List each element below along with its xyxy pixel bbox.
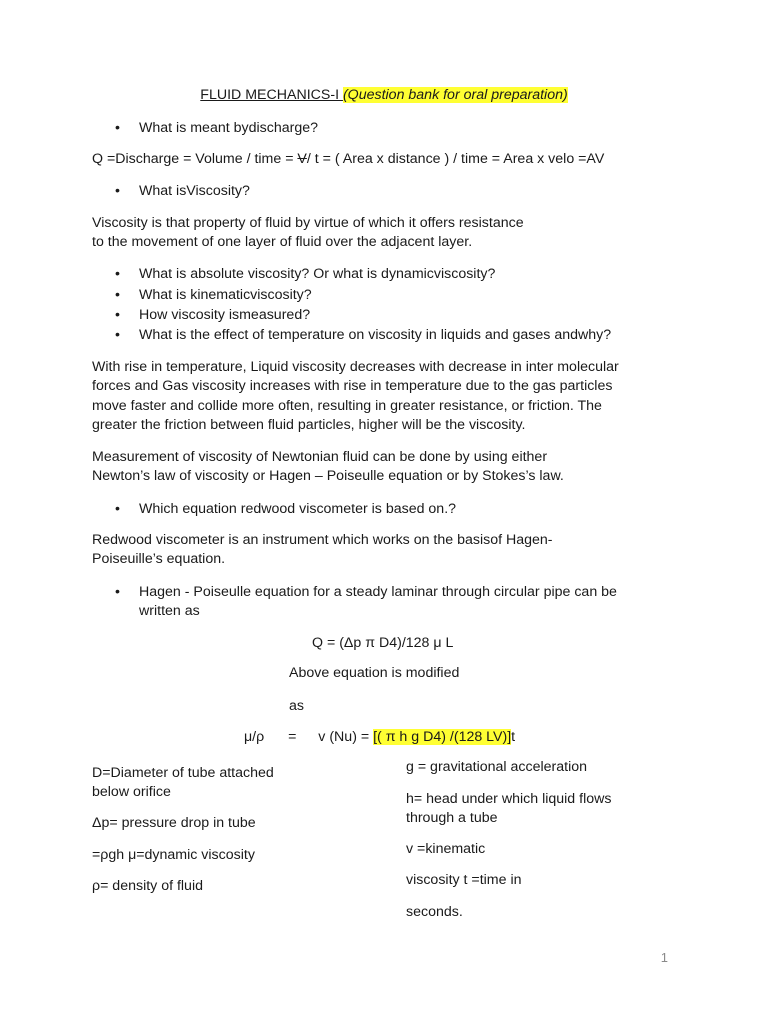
equation-lhs: μ/ρ	[244, 729, 265, 745]
bullet-icon: •	[115, 584, 120, 600]
temperature-paragraph-line: greater the friction between fluid particles, higher will be the viscosity.	[92, 417, 526, 433]
bullet-icon: •	[115, 287, 120, 303]
viscosity-definition-line: Viscosity is that property of fluid by virtue of which it offers resistance	[92, 215, 524, 231]
definition-right-line: g = gravitational acceleration	[406, 759, 588, 775]
bullet-icon: •	[115, 327, 120, 343]
definition-right-line: v =kinematic	[406, 841, 486, 857]
equation-mid: v (Nu) =	[318, 729, 374, 745]
definition-left-line: below orifice	[92, 784, 171, 800]
question-text: What is meant bydischarge?	[139, 120, 319, 136]
definition-right-line: through a tube	[406, 810, 498, 826]
bullet-question	[115, 306, 311, 325]
bullet-question	[115, 286, 312, 305]
definition-right-line: h= head under which liquid flows	[406, 791, 612, 807]
bullet-hagen-equation	[115, 583, 617, 602]
equation-hagen-poiseuille: Q = (Δp π D4)/128 μ L	[312, 635, 454, 651]
bullet-question	[115, 326, 612, 345]
temperature-paragraph-line: forces and Gas viscosity increases with rise in temperature due to the gas particles	[92, 378, 613, 394]
definition-left-line: Δp= pressure drop in tube	[92, 815, 256, 831]
definition-right-line: seconds.	[406, 904, 463, 920]
discharge-formula	[92, 150, 604, 169]
temperature-paragraph-line: With rise in temperature, Liquid viscosity decreases with decrease in inter molecular	[92, 359, 619, 375]
bullet-icon: •	[115, 307, 120, 323]
question-text: What isViscosity?	[139, 183, 250, 199]
question-text: What is kinematicviscosity?	[139, 287, 312, 303]
equation-tail: t	[511, 729, 516, 745]
hagen-text-line: written as	[139, 603, 200, 619]
question-text: What is the effect of temperature on viscosity in liquids and gases andwhy?	[139, 327, 612, 343]
equation-modified	[244, 728, 515, 747]
question-text: How viscosity ismeasured?	[139, 307, 311, 323]
bullet-question-discharge	[115, 119, 319, 138]
title-main: FLUID MECHANICS-I	[200, 87, 343, 103]
modified-text-line: as	[289, 698, 304, 714]
definition-left-line: D=Diameter of tube attached	[92, 765, 274, 781]
equation-highlight: [( π h g D4) /(128 LV)]	[373, 729, 512, 745]
discharge-text-before: Q =Discharge = Volume / time =	[92, 151, 298, 167]
bullet-icon: •	[115, 266, 120, 282]
discharge-text-after: / t = ( Area x distance ) / time = Area x velo =AV	[306, 151, 605, 167]
bullet-question-redwood	[115, 500, 457, 519]
bullet-icon: •	[115, 501, 120, 517]
redwood-paragraph-line: Redwood viscometer is an instrument which works on the basisof Hagen-	[92, 532, 553, 548]
temperature-paragraph-line: move faster and collide more often, resulting in greater resistance, or friction. The	[92, 398, 602, 414]
bullet-question-viscosity	[115, 182, 250, 201]
modified-text-line: Above equation is modified	[289, 665, 460, 681]
bullet-question	[115, 265, 496, 284]
definition-right-line: viscosity t =time in	[406, 872, 522, 888]
discharge-struck-v: V	[297, 151, 307, 167]
measurement-paragraph-line: Measurement of viscosity of Newtonian fluid can be done by using either	[92, 449, 548, 465]
hagen-text-line: Hagen - Poiseulle equation for a steady laminar through circular pipe can be	[139, 584, 617, 600]
measurement-paragraph-line: Newton’s law of viscosity or Hagen – Poiseulle equation or by Stokes’s law.	[92, 468, 564, 484]
question-text: Which equation redwood viscometer is based on.?	[139, 501, 457, 517]
bullet-icon: •	[115, 183, 120, 199]
title-subtitle: (Question bank for oral preparation)	[342, 87, 568, 103]
page-title	[0, 86, 768, 105]
page-number: 1	[660, 950, 668, 965]
redwood-paragraph-line: Poiseuille’s equation.	[92, 551, 226, 567]
definition-left-line: =ρgh μ=dynamic viscosity	[92, 847, 255, 863]
question-text: What is absolute viscosity? Or what is dynamicviscosity?	[139, 266, 496, 282]
equation-equals: =	[288, 729, 297, 745]
definition-left-line: ρ= density of fluid	[92, 878, 203, 894]
viscosity-definition-line: to the movement of one layer of fluid over the adjacent layer.	[92, 234, 473, 250]
bullet-icon: •	[115, 120, 120, 136]
